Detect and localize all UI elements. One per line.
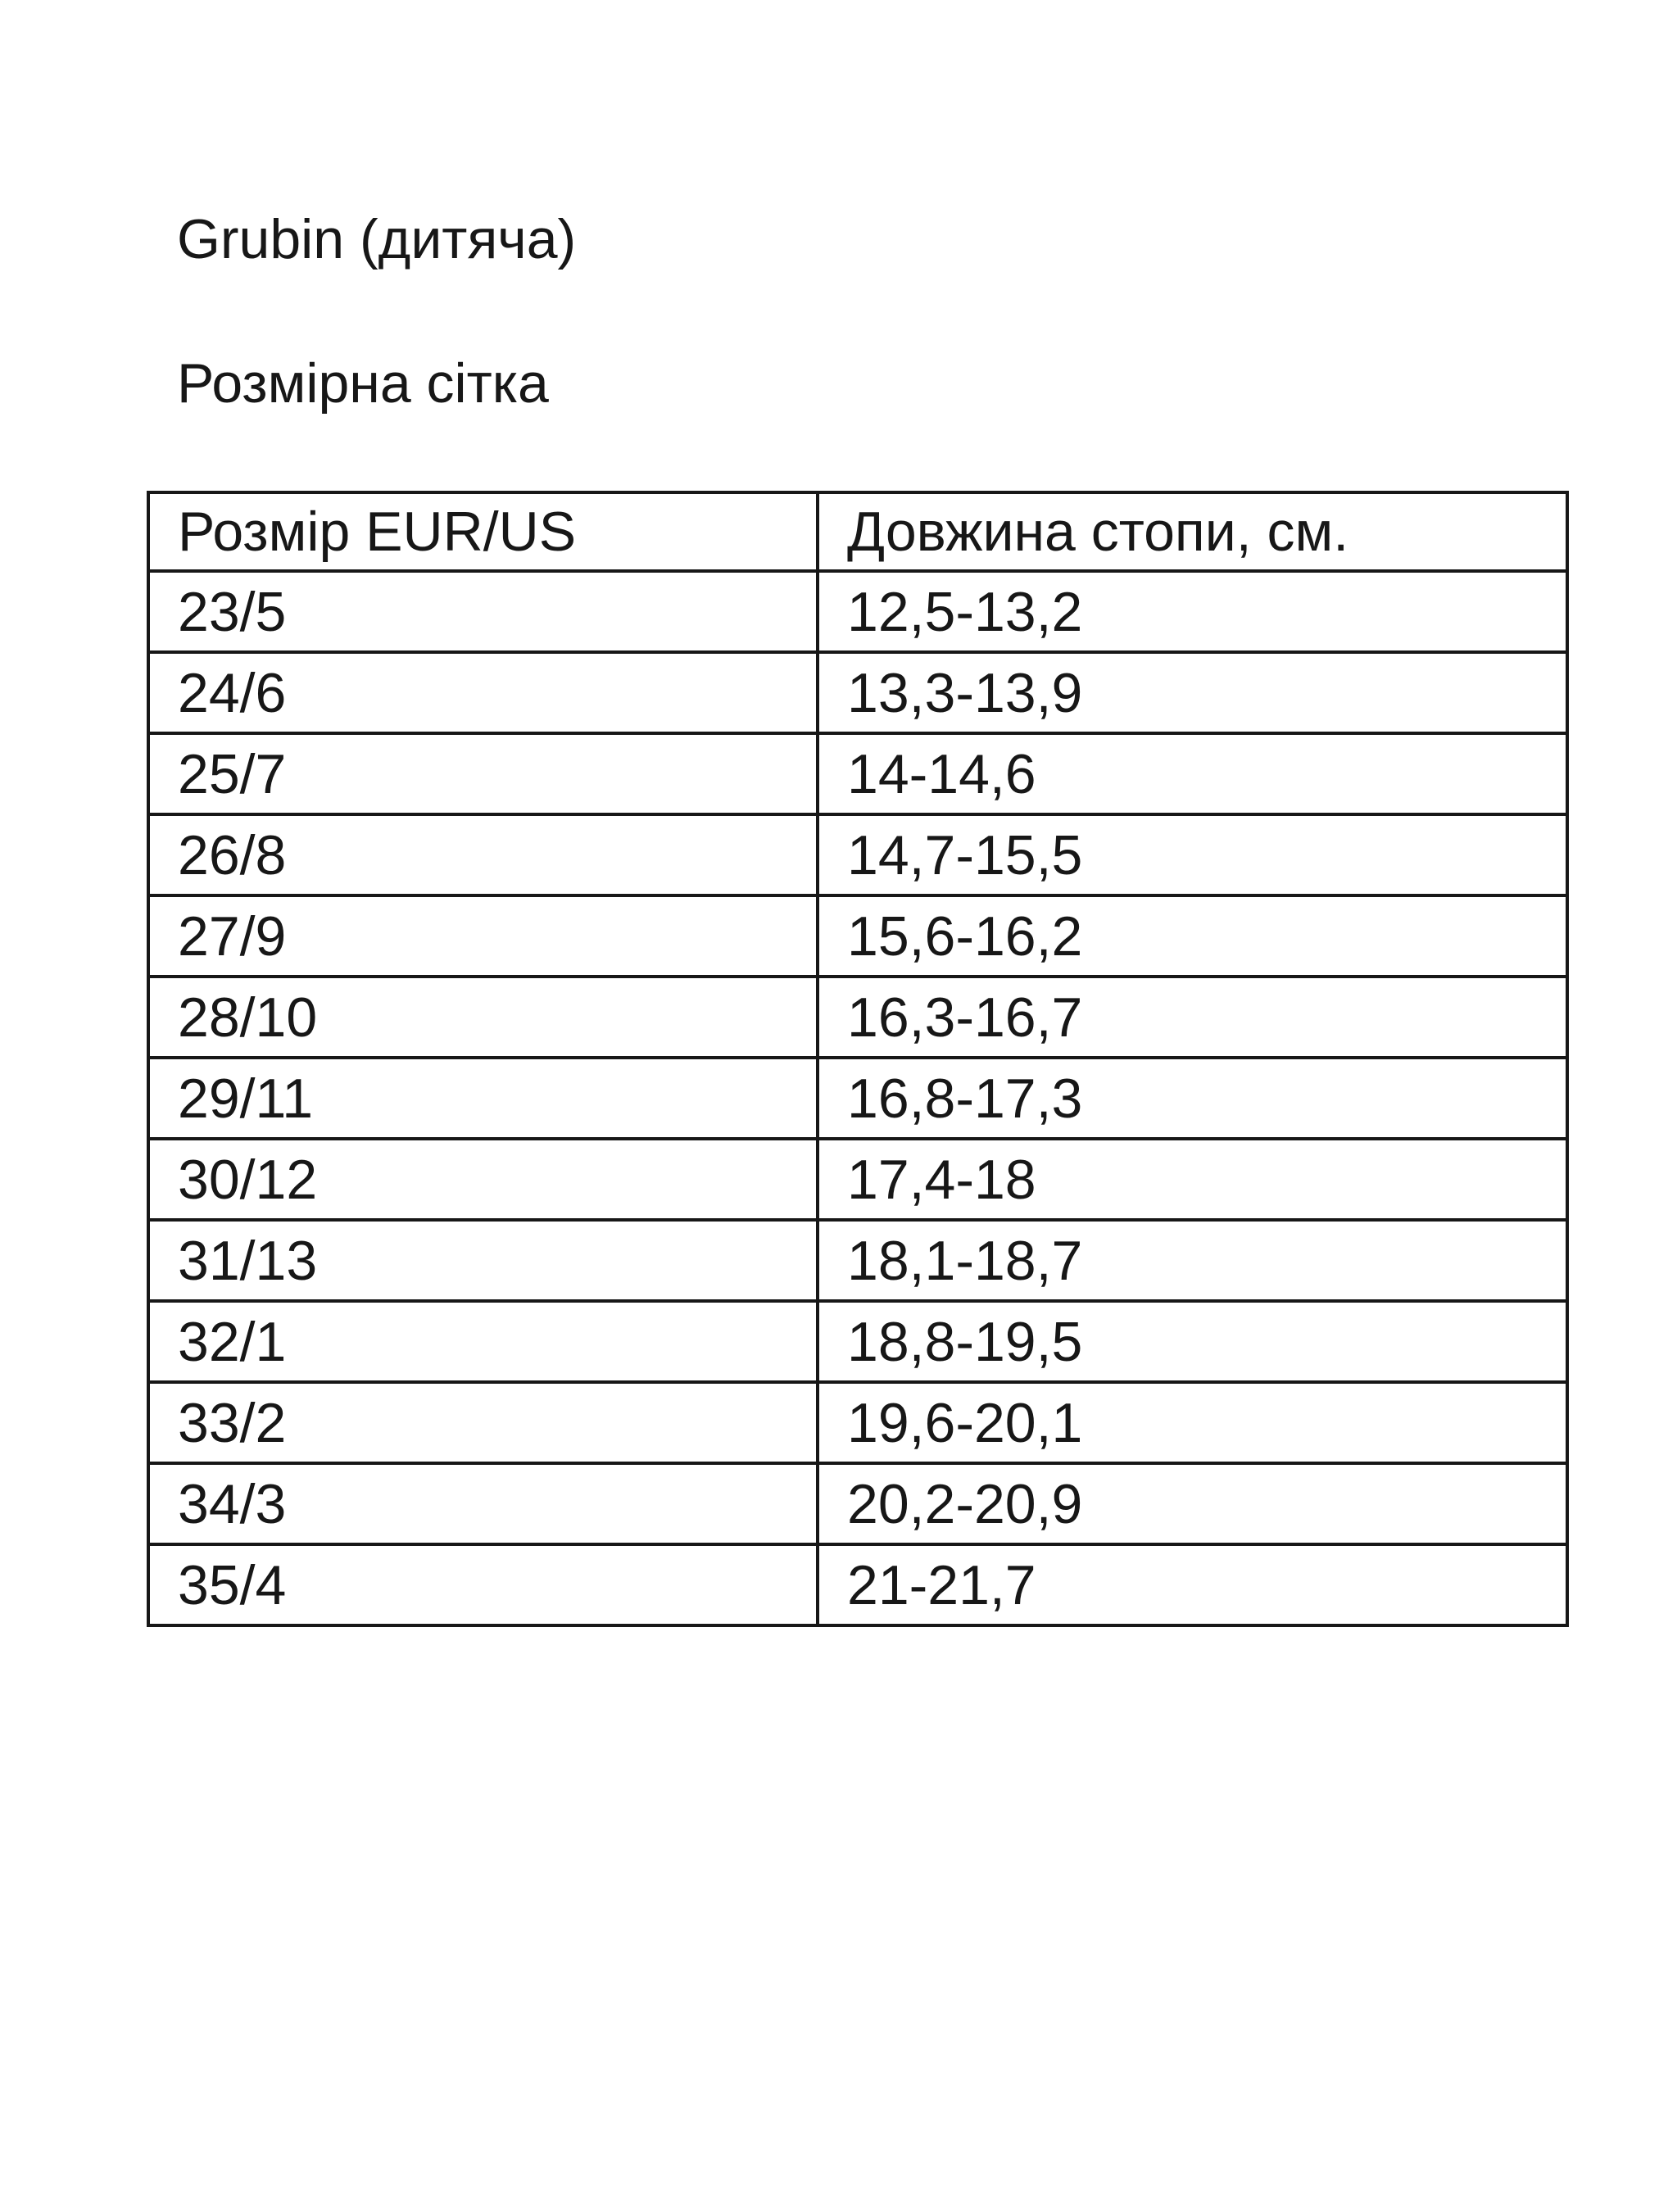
table-cell-size: 31/13 xyxy=(148,1220,818,1301)
table-row xyxy=(148,977,1567,1058)
table-row xyxy=(148,895,1567,977)
table-cell-foot-length: 12,5-13,2 xyxy=(818,571,1567,652)
table-cell-foot-length: 16,8-17,3 xyxy=(818,1058,1567,1139)
size-table xyxy=(147,491,1569,1627)
table-row xyxy=(148,814,1567,895)
page-title: Grubin (дитяча) xyxy=(177,208,577,270)
table-cell-size: 29/11 xyxy=(148,1058,818,1139)
table-row xyxy=(148,1382,1567,1463)
table-cell-size: 30/12 xyxy=(148,1139,818,1220)
table-cell-size: 25/7 xyxy=(148,733,818,814)
table-cell-size: 32/1 xyxy=(148,1301,818,1382)
table-cell-foot-length: 18,1-18,7 xyxy=(818,1220,1567,1301)
table-cell-size: 27/9 xyxy=(148,895,818,977)
table-cell-foot-length: 14-14,6 xyxy=(818,733,1567,814)
table-cell-size: 26/8 xyxy=(148,814,818,895)
table-cell-size: 35/4 xyxy=(148,1544,818,1625)
table-row xyxy=(148,571,1567,652)
table-row xyxy=(148,652,1567,733)
size-table-container xyxy=(147,491,1569,1627)
table-row xyxy=(148,1058,1567,1139)
column-header-foot-length: Довжина стопи, см. xyxy=(818,492,1567,571)
page-subtitle: Розмірна сітка xyxy=(177,352,549,415)
table-cell-foot-length: 14,7-15,5 xyxy=(818,814,1567,895)
column-header-size: Розмір EUR/US xyxy=(148,492,818,571)
table-cell-foot-length: 18,8-19,5 xyxy=(818,1301,1567,1382)
table-row xyxy=(148,1220,1567,1301)
table-header-row xyxy=(148,492,1567,571)
table-row xyxy=(148,1544,1567,1625)
table-cell-size: 33/2 xyxy=(148,1382,818,1463)
table-cell-foot-length: 17,4-18 xyxy=(818,1139,1567,1220)
table-cell-foot-length: 21-21,7 xyxy=(818,1544,1567,1625)
table-cell-size: 34/3 xyxy=(148,1463,818,1544)
table-row xyxy=(148,1139,1567,1220)
table-row xyxy=(148,1463,1567,1544)
table-cell-foot-length: 13,3-13,9 xyxy=(818,652,1567,733)
table-cell-foot-length: 16,3-16,7 xyxy=(818,977,1567,1058)
table-cell-foot-length: 15,6-16,2 xyxy=(818,895,1567,977)
table-cell-size: 23/5 xyxy=(148,571,818,652)
table-cell-size: 24/6 xyxy=(148,652,818,733)
table-row xyxy=(148,1301,1567,1382)
table-cell-size: 28/10 xyxy=(148,977,818,1058)
table-cell-foot-length: 20,2-20,9 xyxy=(818,1463,1567,1544)
table-row xyxy=(148,733,1567,814)
table-cell-foot-length: 19,6-20,1 xyxy=(818,1382,1567,1463)
